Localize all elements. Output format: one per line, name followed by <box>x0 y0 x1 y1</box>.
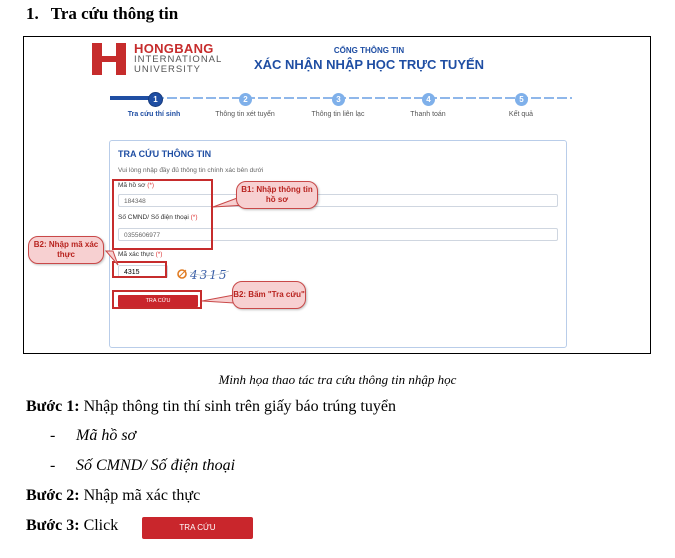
callout-b1: B1: Nhập thông tin hồ sơ <box>236 181 318 209</box>
list-item-text: Số CMND/ Số điện thoại <box>76 457 236 474</box>
callout-b2-code: B2: Nhập mã xác thực <box>28 236 104 264</box>
id-phone-input[interactable]: 0355606977 <box>118 228 558 241</box>
step-4-dot[interactable]: 4 <box>422 93 435 106</box>
list-item-text: Mã hồ sơ <box>76 427 137 444</box>
list-item-id-phone <box>50 457 235 475</box>
step-2-label: Thông tin xét tuyển <box>215 111 275 118</box>
step-3-label: Thông tin liên lạc <box>311 111 365 118</box>
section-number: 1. <box>26 4 39 23</box>
step-5-dot[interactable]: 5 <box>515 93 528 106</box>
required-mark: (*) <box>190 214 198 221</box>
callout-connectors <box>24 37 650 353</box>
logo-line-2: INTERNATIONAL <box>134 54 223 65</box>
record-number-input[interactable]: 184348 <box>118 194 558 207</box>
step-5-label: Kết quả <box>508 111 534 118</box>
step-1-line <box>26 398 396 416</box>
step-2-dot[interactable]: 2 <box>239 93 252 106</box>
callout-b2-click: B2: Bấm "Tra cứu" <box>232 281 306 309</box>
screenshot-frame <box>23 36 651 354</box>
section-heading <box>26 4 178 24</box>
required-mark: (*) <box>155 251 163 258</box>
captcha-label-text: Mã xác thực <box>118 251 154 258</box>
step-1-label: Tra cứu thí sinh <box>127 111 181 118</box>
id-phone-label-text: Số CMND/ Số điện thoại <box>118 214 189 221</box>
logo-line-3: UNIVERSITY <box>134 64 202 75</box>
list-bullet: - <box>50 457 56 474</box>
record-number-label-text: Mã hồ sơ <box>118 182 146 189</box>
list-item-record-number <box>50 427 136 445</box>
step-1-label: Bước 1: <box>26 398 80 415</box>
section-title: Tra cứu thông tin <box>50 4 179 23</box>
list-bullet: - <box>50 427 56 444</box>
step-3-dot[interactable]: 3 <box>332 93 345 106</box>
captcha-input[interactable]: 4315 <box>118 265 168 278</box>
step-2-label: Bước 2: <box>26 487 80 504</box>
step-1-dot[interactable]: 1 <box>148 92 163 107</box>
portal-title: XÁC NHẬN NHẬP HỌC TRỰC TUYẾN <box>253 57 485 72</box>
captcha-image-text: 4315 <box>190 268 229 282</box>
step-1-text: Nhập thông tin thí sinh trên giấy báo trúng tuyển <box>83 398 396 415</box>
required-mark: (*) <box>147 182 155 189</box>
step-3-line <box>26 517 118 535</box>
search-button[interactable]: TRA CỨU <box>118 295 198 307</box>
form-hint: Vui lòng nhập đầy đủ thông tin chính xác bên dưới <box>118 167 264 174</box>
form-title: TRA CỨU THÔNG TIN <box>118 149 212 159</box>
step-2-line <box>26 487 200 505</box>
step-4-label: Thanh toán <box>410 111 446 118</box>
step-3-label: Bước 3: <box>26 517 80 534</box>
figure-caption: Minh họa thao tác tra cứu thông tin nhập học <box>218 372 457 387</box>
step-2-text: Nhập mã xác thực <box>83 487 201 504</box>
search-button-example[interactable]: TRA CỨU <box>142 517 253 539</box>
logo-line-1: HONGBANG <box>134 41 214 56</box>
portal-subtitle: CỔNG THÔNG TIN <box>333 46 405 55</box>
step-3-text: Click <box>83 517 119 534</box>
